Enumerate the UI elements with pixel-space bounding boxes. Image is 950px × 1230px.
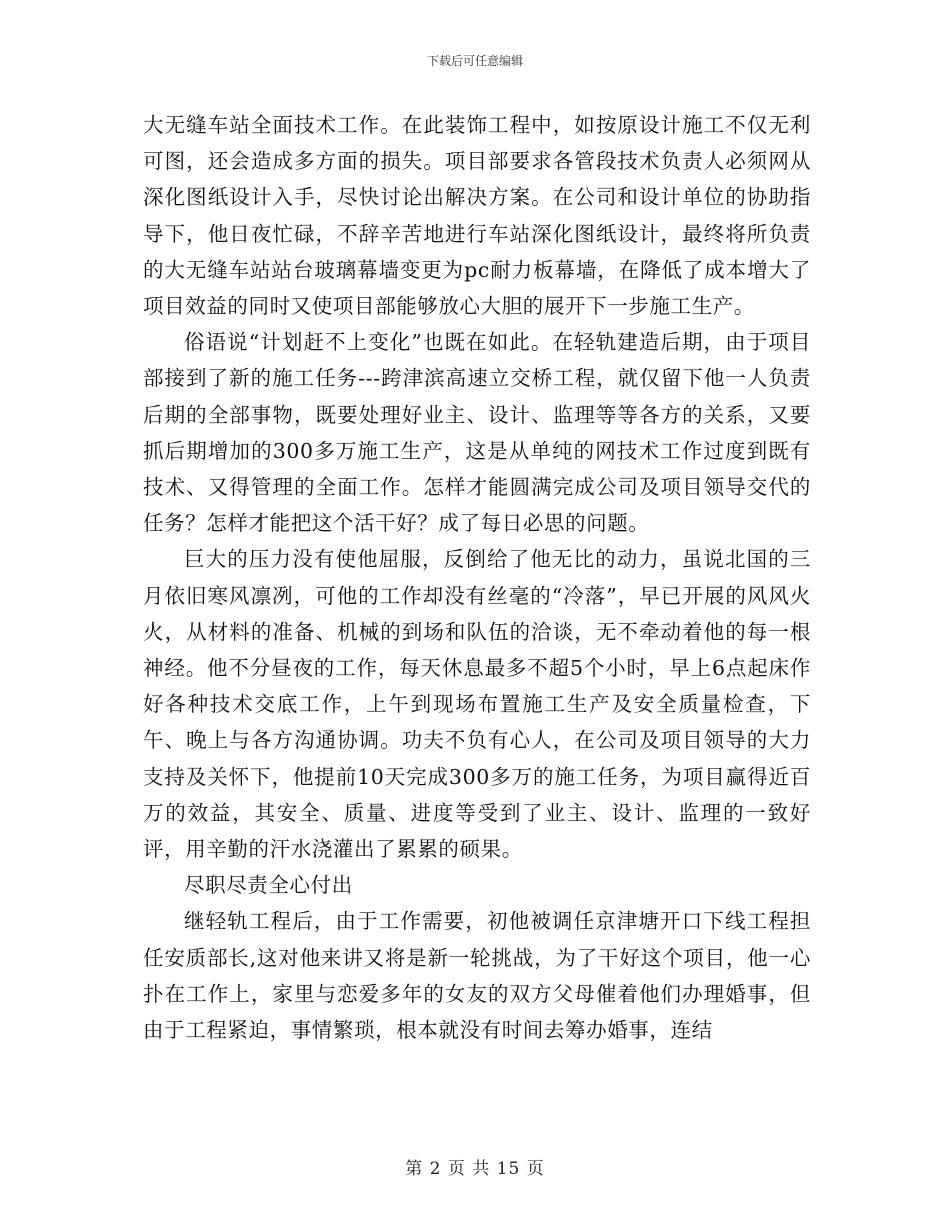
paragraph: 继轻轨工程后，由于工作需要，初他被调任京津塘开口下线工程担任安质部长,这对他来讲又将是新一轮挑战，为了干好这个项目，他一心扑在工作上，家里与恋爱多年的女友的双方父母催着他们办理婚事，但由于工程紧迫，事情繁琐，根本就没有时间去筹办婚事，连结	[143, 909, 811, 1043]
section-heading: 尽职尽责全心付出	[184, 873, 353, 898]
document-body	[143, 107, 811, 1048]
paragraph-continuation: 大无缝车站全面技术工作。在此装饰工程中，如按原设计施工不仅无利可图，还会造成多方面的损失。项目部要求各管段技术负责人必须网从深化图纸设计入手，尽快讨论出解决方案。在公司和设计单位的协助指导下，他日夜忙碌，不辞辛苦地进行车站深化图纸设计，最终将所负责的大无缝车站站台玻璃幕墙变更为pc耐力板幕墙，在降低了成本增大了项目效益的同时又使项目部能够放心大胆的展开下一步施工生产。	[143, 113, 811, 319]
page-header: 下载后可任意编辑	[426, 54, 523, 68]
page-footer: 第 2 页 共 15 页	[405, 1159, 545, 1179]
paragraph: 俗语说“计划赶不上变化”也既在如此。在轻轨建造后期，由于项目部接到了新的施工任务---跨津滨高速立交桥工程，就仅留下他一人负责后期的全部事物，既要处理好业主、设计、监理等等各方的关系，又要抓后期增加的300多万施工生产，这是从单纯的网技术工作过度到既有技术、又得管理的全面工作。怎样才能圆满完成公司及项目领导交代的任务？怎样才能把这个活干好？成了每日必思的问题。	[143, 330, 811, 536]
paragraph: 巨大的压力没有使他屈服，反倒给了他无比的动力，虽说北国的三月依旧寒风凛冽，可他的工作却没有丝毫的“冷落”，早已开展的风风火火，从材料的准备、机械的到场和队伍的洽谈，无不牵动着他的每一根神经。他不分昼夜的工作，每天休息最多不超5个小时，早上6点起床作好各种技术交底工作，上午到现场布置施工生产及安全质量检查，下午、晚上与各方沟通协调。功夫不负有心人，在公司及项目领导的大力支持及关怀下，他提前10天完成300多万的施工任务，为项目赢得近百万的效益，其安全、质量、进度等受到了业主、设计、监理的一致好评，用辛勤的汗水浇灌出了累累的硕果。	[143, 547, 811, 862]
